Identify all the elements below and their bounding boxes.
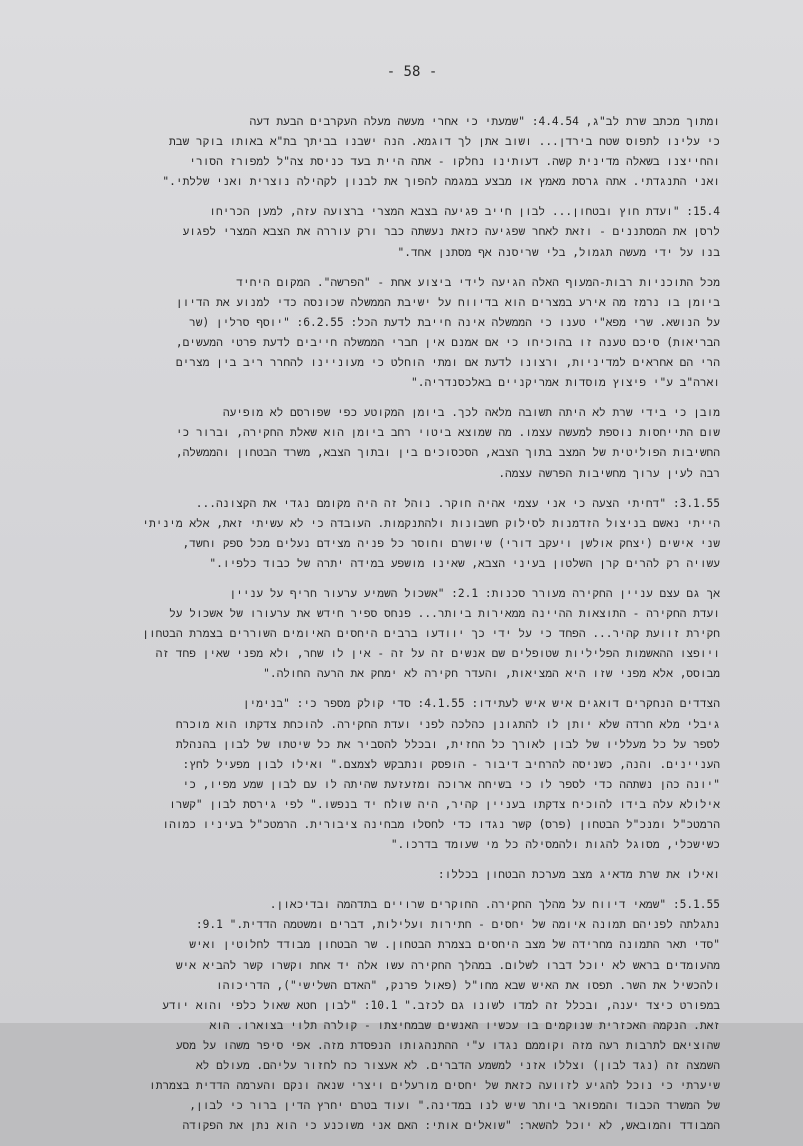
text-line: כשישכלי, מסוגל להגות ולהמסילה כל מי שעומד בדרכו.": [390, 838, 720, 852]
text-line: זאת. הנקמה האכזרית שנוקמים בו עכשיו האנשים שבמחיצתו - קולרה תלוי בצוארו. הוא: [209, 1018, 720, 1032]
text-line: 5.1.55: "שמאי דיווח על מהלך החקירה. החוקרים שרויים בתדהמה ובדיכאון.: [269, 898, 720, 912]
paragraph: [92, 112, 720, 192]
text-line: על הנושא. שרי מפא"י טענו כי הממשלה אינה חייבת לדעת הכל: 6.2.55: "יוסף סרלין (שר: [189, 315, 720, 329]
text-line: והחייצנו בשאלה מדינית קשה. דעותינו נחלקו - אתה היית בעד כניסת צה"ל למפורז הסורי: [189, 155, 720, 169]
text-line: שהוציאם לתרבות רעה מזה וקוממם נגדו ע"י ההתנהגותו הנפסדת מזה. אפי סיפר משהו על מסע: [175, 1038, 720, 1052]
text-line: הייתי נאשם בניצול הזדמנות לסילוק חשבונות ולהתנקמות. העובדה כי לא עשיתי זאת, אלא מיניתי: [142, 516, 720, 530]
text-line: לספר על כל מעלליו של לבון לאורך כל החזית, ובכלל להסביר את כל שיטתו של לבון בהנהלת: [175, 737, 720, 751]
text-line: "סדי תאר התמונה מחרידה של מצב היחסים בצמרת הבטחון. שר הבטחון מבודד לחלוטין ואיש: [189, 938, 720, 952]
text-line: נתגלתה לפניהם תמונה איומה של יחסים - חתירות ועלילות, דברים ומשטמה הדדית." 9.1:: [195, 918, 720, 932]
text-line: ביומן בו נרמז מה אירע במצרים הוא בדיווח על ישיבת הממשלה שכונסה כדי למנוע את הדיון: [175, 295, 720, 309]
text-line: אך גם עצם עניין החקירה מעורר סכנות: 2.1: "אשכול השמיע ערעור חריף על עניין: [229, 586, 720, 600]
text-line: מובן כי בידי שרת לא היתה תשובה מלאה לכך. ביומן המקוטע כפי שפורסם לא מופיעה: [222, 406, 720, 420]
text-line: במפורט כיצד יענה, ובכלל זה למדו לשונו גם לכזב." 10.1: "לבון חטא שאול כלפי והוא יודע: [162, 998, 720, 1012]
text-line: 15.4: "ועדת חוץ ובטחון... לבון חייב פגיעה בצבא המצרי ברצועה עזה, למען הכריחו: [209, 205, 720, 219]
text-line: החשיבות הפוליטית של המצב בתוך הצבא, הסכסוכים בין ובתוך הצבא, משרד הבטחון והממשלה,: [175, 446, 720, 460]
text-line: רבה לעין ערוך מחשיבות הפרשה עצמה.: [498, 466, 720, 480]
page-number: - 58 -: [386, 64, 438, 80]
text-line: שיערתי כי נוכל להגיע לזוועה כזאת של יחסים מורעלים ויצרי שנאה ונקם והערמה הדדית בצמרתו: [149, 1079, 720, 1093]
text-line: ומתוך מכתב שרת לב"ג, 4.4.54: "שמעתי כי אחרי מעשה מעלה העקרבים הבעת דעה: [249, 115, 720, 128]
text-line: שום התייחסות נוספת למעשה עצמו. מה שמוצא ביטוי רחב ביומן הוא שאלת החקירה, וברור כי: [175, 426, 720, 440]
text-line: הבריאות) סיכם טענה זו בהוכיחו כי אם אמנם אין חברי הממשלה חייבים לדעת פרטי המעשים,: [175, 335, 720, 349]
text-line: ואני התנגדתי. אתה גרסת מאמץ או מבצע במגמה להפוך את לבנון לקהילה נוצרית ואני שללתי.": [162, 175, 720, 189]
text-line: ועדת החקירה - התוצאות ההיינה ממאירות ביותר... פנחס ספיר חידש את ערעורו של אשכול על: [169, 607, 720, 621]
text-line: המבודד והמובאש, לא יוכל להשאר: "שואלים אותי: האם אני משוכנע כי הוא נתן את הפקודה: [182, 1119, 720, 1133]
paragraph: [92, 494, 720, 574]
paragraph: [92, 584, 720, 684]
paragraph: [92, 865, 720, 885]
text-line: השמצה זה (נגד לבון) וצללו אזני למשמע הדברים. לא אעצור כח לחזור עליהם. מעולם לא: [195, 1059, 720, 1073]
text-line: שני אישים (יצחק אולשן ויעקב דורי) שיושרם וחוסר כל פניה מצידם נעלים מכל ספק וחשד,: [182, 536, 720, 550]
text-line: וארה"ב ע"י פיצוץ מוסדות אמריקניים באלכסנדריה.": [410, 376, 720, 390]
text-line: חקירת זוועת קהיר... הפחד כי על ידי כך יוודעו ברבים היחסים האיומים השוררים בצמרת הבטחון: [142, 627, 720, 641]
paragraph: [92, 403, 720, 483]
text-line: העניינים. והנה, כשניסה להרחיב דיבור - הופסק ונתבקש לצמצם." ואילו לבון מפעיל לחץ:: [182, 757, 720, 771]
text-line: לרסן את המסתננים - וזאת לאחר שפגיעה כזאת נעשתה כבר ורק עוררה את הצבא המצרי לפגוע: [182, 225, 720, 239]
paragraph: [92, 694, 720, 855]
text-line: בנו על ידי מעשה תגמול, בלי שריסנה אף מסתנן אחד.": [397, 245, 720, 259]
text-line: 3.1.55: "דחיתי הצעה כי אני עצמי אהיה חוקר. נוהל זה היה מקומם נגדי את הקצונה...: [195, 496, 720, 510]
paragraph: [92, 202, 720, 262]
text-line: הצדדים הנחקרים דואגים איש איש לעתידו: 4.1.55: סדי קולק מספר כי: "בנימין: [242, 697, 720, 711]
paragraph: [92, 895, 720, 1136]
text-line: ויופצו ההאשמות הפליליות שטופלים שם אנשים זה על זה - אין לו שחר, ולא מפני שאין פחד זה: [155, 647, 720, 661]
text-line: מבוסס, אלא מפני שזו היא המציאות, והעדר חקירה לא ימחק את הרעה החולה.": [263, 667, 720, 681]
text-line: כי עלינו לתפוס שטח בירדן... ושוב אתן לך דוגמא. הנה ישבנו בביתך בת"א באותו בוקר שבת: [169, 135, 720, 149]
text-line: "יונה כהן נשתהה כדי לספר לו כי בשיחה ארוכה ומזעזעת שהיתה לו עם לבון שמע מפיו, כי: [182, 777, 720, 791]
text-line: ואילו את שרת מדאיג מצב מערכת הבטחון בכללו:: [437, 868, 720, 882]
text-line: גיבלי מלא חרדה שלא יותן לו להתגונן כהלכה לפני ועדת החקירה. להוכחת צדקתו הוא מוכרח: [175, 717, 720, 731]
text-line: מהעומדים בראש לא יוכל דברו לשלום. במהלך החקירה עשו אלה יד אחת וקשרו קשר להביא איש: [175, 958, 720, 972]
text-line: ולהכשיל את השר. תפסו את האיש שבא מחו"ל (פאול פרנק, "האדם השלישי"), הדריכוהו: [216, 978, 720, 992]
text-line: מכל התוכניות רבות-המעוף האלה הגיעה לידי ביצוע אחת - "הפרשה". המקום היחיד: [236, 275, 720, 289]
text-line: עשויה רק להרים קרן השלטון בעיני הצבא, שאינו מושפע במידה יתרה של כבוד כלפיו.": [209, 556, 720, 570]
text-line: של המשרד הכבוד והמפואר ביותר שיש לנו במדינה." ועוד בטרם יחרץ הדין ברור כי לבון,: [189, 1099, 720, 1113]
text-line: הרי הם אחראים למדיניות, ורצונו לדעת אם ומתי הוחלט כי מעוניינו להחרר ריב בין מצרים: [175, 356, 720, 370]
text-line: הרמטכ"ל ומנכ"ל הבטחון (פרס) קשר נגדו כדי לחסלו מבחינה ציבורית. הרמטכ"ל בעיניו כמוהו: [162, 818, 720, 831]
document-body: [92, 112, 720, 1146]
text-line: אילולא עלה בידו להוכיח צדקתו בעניין קהיר, היה שולח יד בנפשו." לפי גירסת לבון "קשרו: [169, 797, 720, 811]
paragraph: [92, 273, 720, 394]
